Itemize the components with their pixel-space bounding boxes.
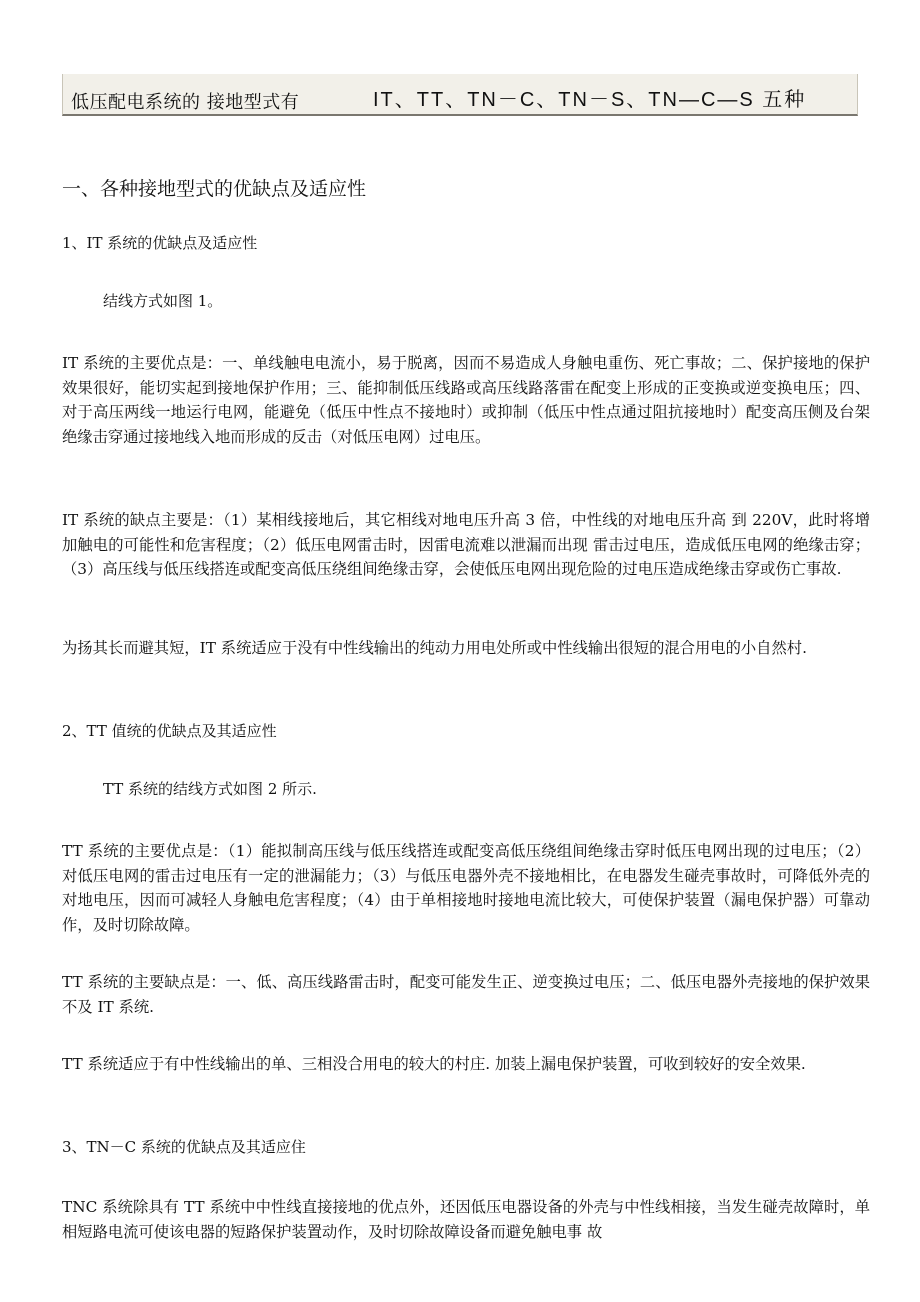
tt-applicability-paragraph: TT 系统适应于有中性线输出的单、三相没合用电的较大的村庄. 加装上漏电保护装置，可收到较好的安全效果. (62, 1055, 806, 1073)
it-wiring-note: 结线方式如图 1。 (103, 292, 223, 310)
tt-advantages-paragraph: TT 系统的主要优点是：（1）能拟制高压线与低压线搭连或配变高低压绕组间绝缘击穿时低压电网出现的过电压；（2）对低压电网的雷击过电压有一定的泄漏能力；（3）与低压电器外壳不接地相比，在电器发生碰壳事故时，可降低外壳的对地电压，因而可减轻人身触电危害程度；（4）由于单相接地时接地电流比较大，可使保护装置（漏电保护器）可靠动作，及时切除故障。 (62, 842, 870, 934)
it-advantages-paragraph: IT 系统的主要优点是：一、单线触电电流小，易于脱离，因而不易造成人身触电重伤、死亡事故；二、保护接地的保护效果很好，能切实起到接地保护作用；三、能抑制低压线路或高压线路落雷在配变上形成的正变换或逆变换电压；四、对于高压两线一地运行电网，能避免（低压中性点不接地时）或抑制（低压中性点通过阻抗接地时）配变高压侧及台架绝缘击穿通过接地线入地而形成的反击（对低压电网）过电压。 (62, 354, 870, 446)
document-header (62, 74, 858, 116)
section-title: 一、各种接地型式的优缺点及适应性 (62, 178, 367, 200)
tnc-advantages-paragraph: TNC 系统除具有 TT 系统中中性线直接接地的优点外，还因低压电器设备的外壳与中性线相接，当发生碰壳故障时，单相短路电流可使该电器的短路保护装置动作，及时切除故障设备而避免触电事 故 (62, 1198, 870, 1241)
it-heading: 1、IT 系统的优缺点及适应性 (62, 234, 258, 252)
header-title-text: 低压配电系统的 接地型式有 (71, 92, 300, 113)
tt-disadvantages-paragraph: TT 系统的主要缺点是：一、低、高压线路雷击时，配变可能发生正、逆变换过电压；二、低压电器外壳接地的保护效果不及 IT 系统. (62, 973, 870, 1016)
it-applicability-paragraph: 为扬其长而避其短，IT 系统适应于没有中性线输出的纯动力用电处所或中性线输出很短的混合用电的小自然村. (62, 639, 807, 657)
tt-heading: 2、TT 值统的优缺点及其适应性 (62, 722, 277, 740)
tnc-heading: 3、TN－C 系统的优缺点及其适应住 (62, 1138, 306, 1156)
header-grounding-types: IT、TT、TN－C、TN－S、TN—C—S 五种 (373, 89, 807, 111)
tt-wiring-note: TT 系统的结线方式如图 2 所示. (103, 780, 317, 798)
it-disadvantages-paragraph: IT 系统的缺点主要是：（1）某相线接地后，其它相线对地电压升高 3 倍，中性线的对地电压升高 到 220V，此时将增加触电的可能性和危害程度；（2）低压电网雷击时，因雷电流难以泄漏而出现 雷击过电压，造成低压电网的绝缘击穿；（3）高压线与低压线搭连或配变高低压绕组间绝缘击穿，会使低压电网出现危险的过电压造成绝缘击穿或伤亡事故. (62, 511, 870, 578)
